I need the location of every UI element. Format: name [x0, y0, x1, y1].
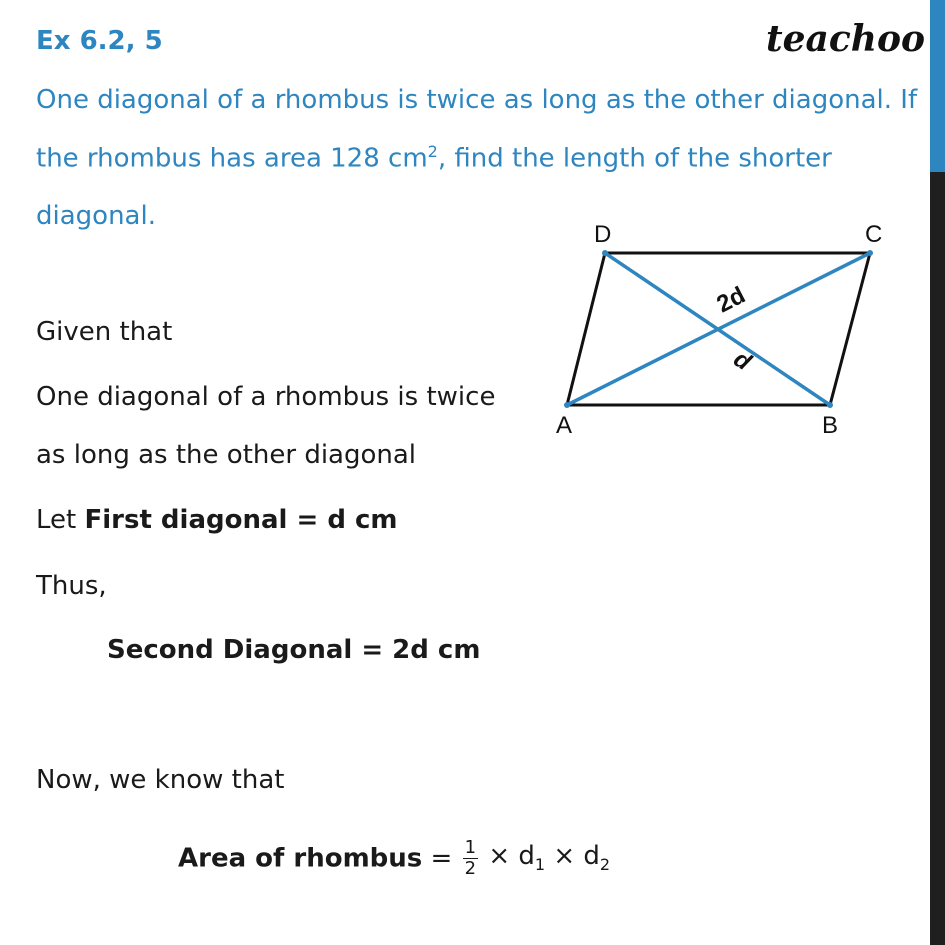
area-formula: [178, 838, 610, 879]
vertex-a-label: A: [556, 412, 573, 439]
formula-equals: =: [422, 843, 461, 874]
given-heading: Given that: [36, 317, 173, 347]
exercise-title: Ex 6.2, 5: [36, 26, 163, 56]
formula-times-d2: × d: [545, 841, 600, 872]
let-line: [36, 507, 398, 533]
brand-logo: teachoo: [766, 18, 925, 60]
vertex-c-label: C: [865, 221, 883, 248]
formula-sub-1: 1: [534, 855, 546, 875]
formula-sub-2: 2: [599, 855, 611, 875]
second-diagonal-def: Second Diagonal = 2d cm: [107, 635, 481, 665]
question-line-1: One diagonal of a rhombus is twice as long as the other diagonal. If: [36, 85, 918, 115]
question-line-3: diagonal.: [36, 201, 156, 231]
vertex-d-label: D: [594, 221, 612, 248]
question-line-2: [36, 144, 832, 172]
fraction-numerator: 1: [464, 837, 477, 858]
formula-label: Area of rhombus: [178, 843, 423, 874]
first-diagonal-def: First diagonal = d cm: [84, 505, 398, 535]
vertex-a-dot: [564, 402, 570, 408]
fraction-denominator: 2: [464, 858, 477, 879]
vertex-d-dot: [602, 250, 608, 256]
long-diagonal-label: 2d: [712, 281, 750, 319]
question-line-2-text: the rhombus has area 128 cm: [36, 143, 428, 174]
question-line-2-tail: , find the length of the shorter: [437, 143, 832, 174]
given-statement-line-2: as long as the other diagonal: [36, 440, 417, 470]
scrollbar-accent: [930, 0, 945, 172]
thus-label: Thus,: [36, 571, 107, 601]
vertex-c-dot: [867, 250, 873, 256]
given-statement-line-1: One diagonal of a rhombus is twice: [36, 382, 496, 412]
short-diagonal-label: d: [728, 345, 756, 377]
rhombus-figure: [540, 215, 910, 445]
now-line: Now, we know that: [36, 765, 285, 795]
scrollbar-thumb[interactable]: [930, 172, 945, 945]
short-diagonal: [605, 253, 830, 405]
one-half-fraction: [463, 838, 478, 879]
vertex-b-dot: [827, 402, 833, 408]
vertex-b-label: B: [822, 412, 839, 439]
formula-times-d1: × d: [480, 841, 535, 872]
question-superscript: 2: [427, 142, 438, 161]
let-prefix: Let: [36, 505, 85, 535]
